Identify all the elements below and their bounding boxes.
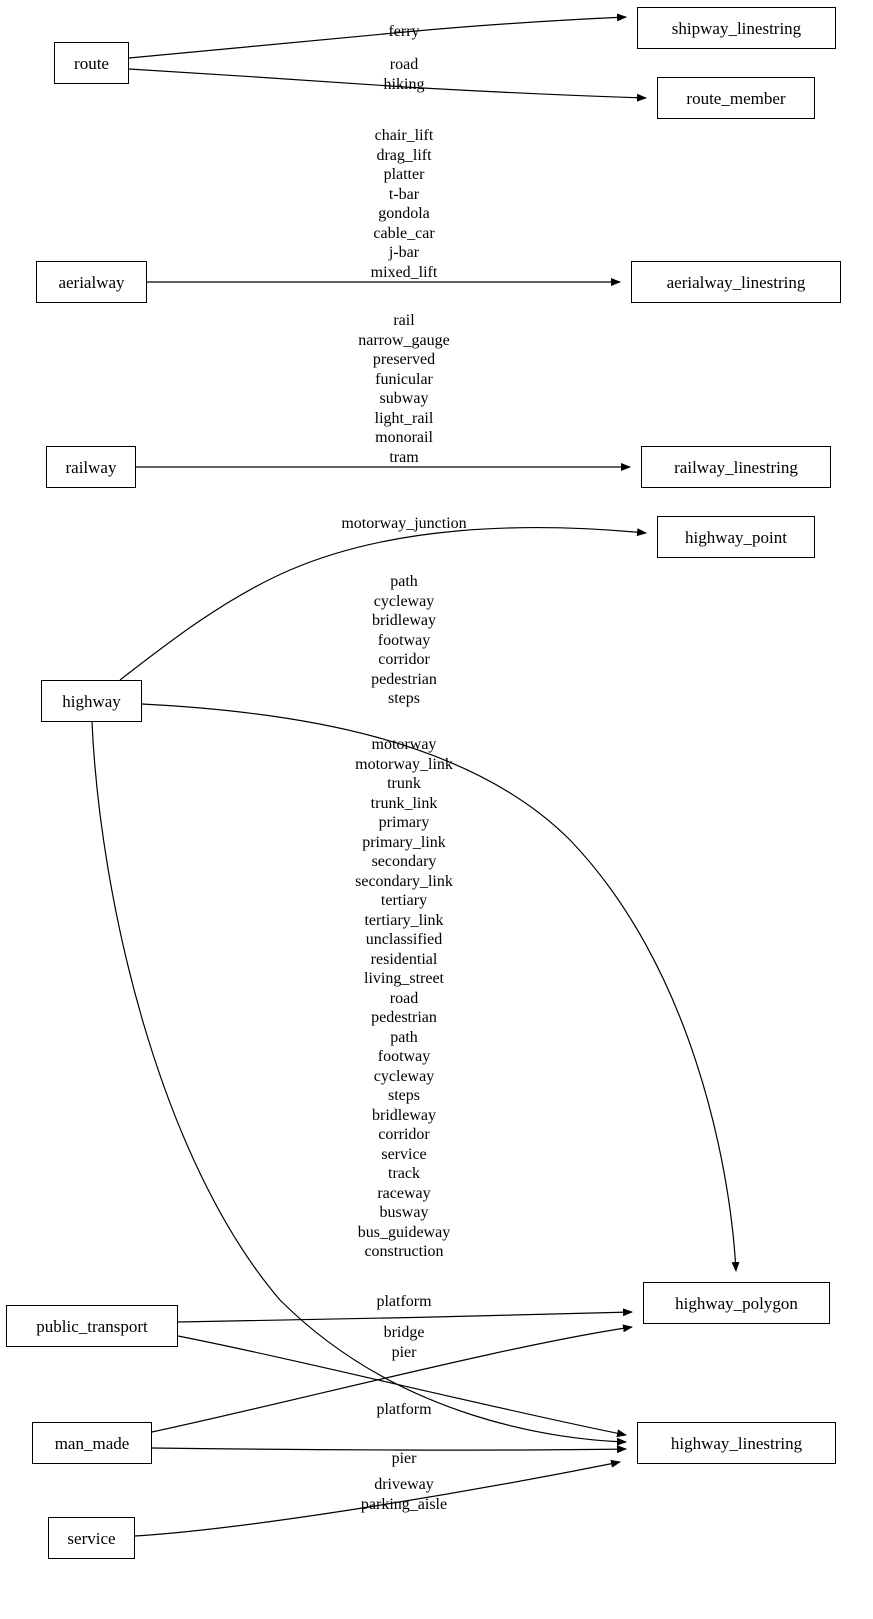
node-label: public_transport xyxy=(36,1316,148,1336)
edge-label-line: rail xyxy=(393,312,415,329)
edge-label-route-to-shipway_linestring xyxy=(388,22,419,42)
edge-label-line: cable_car xyxy=(373,224,435,242)
node-railway[interactable] xyxy=(46,446,136,488)
node-label: aerialway_linestring xyxy=(666,272,806,292)
edge-label-public_transport-to-highway_polygon xyxy=(376,1292,431,1312)
edge-label-line: bridleway xyxy=(372,1106,436,1124)
edge-label-line: monorail xyxy=(375,429,433,446)
node-highway_point[interactable] xyxy=(657,516,815,558)
edge-label-line: motorway_link xyxy=(355,755,453,773)
edge-label-line: pedestrian xyxy=(371,1009,437,1026)
edge-label-public_transport-to-highway_linestring xyxy=(384,1323,425,1362)
edge-label-line: steps xyxy=(388,690,420,707)
edge-label-line: trunk xyxy=(387,775,421,792)
node-route_member[interactable] xyxy=(657,77,815,119)
edge-label-line: gondola xyxy=(378,205,430,222)
node-label: aerialway xyxy=(58,272,125,292)
edge-label-line: busway xyxy=(379,1204,429,1221)
edge-label-line: secondary_link xyxy=(355,872,453,890)
edge-label-line: chair_lift xyxy=(374,127,434,144)
edge-label-line: residential xyxy=(370,950,438,968)
edge-label-man_made-to-highway_polygon xyxy=(376,1400,431,1420)
edge-label-line: cycleway xyxy=(373,1067,435,1085)
edge-label-line: ferry xyxy=(388,23,420,40)
edge-label-line: bridleway xyxy=(372,612,436,629)
node-label: shipway_linestring xyxy=(671,18,802,38)
node-label: route xyxy=(74,53,109,73)
edge-label-railway-to-railway_linestring xyxy=(358,311,450,467)
edge-label-line: preserved xyxy=(372,351,436,368)
edge-label-line: road xyxy=(389,56,419,73)
edge-label-line: living_street xyxy=(364,970,444,987)
edge-label-line: bridge xyxy=(383,1324,425,1341)
edge-label-line: pedestrian xyxy=(371,670,437,688)
edge-label-line: tertiary xyxy=(380,892,428,909)
edge-label-line: cycleway xyxy=(373,592,435,610)
node-man_made[interactable] xyxy=(32,1422,152,1464)
edge-label-route-to-route_member xyxy=(384,55,425,94)
edge-label-line: pier xyxy=(391,1343,417,1361)
edge-label-line: corridor xyxy=(378,651,430,668)
edge-label-line: funicular xyxy=(375,370,433,388)
node-label: route_member xyxy=(686,88,786,108)
edge-label-line: pier xyxy=(391,1450,417,1467)
edge-label-line: primary xyxy=(378,814,430,831)
node-label: railway xyxy=(65,457,117,477)
edge-label-line: bus_guideway xyxy=(357,1223,451,1241)
edge-label-highway-to-highway_point xyxy=(341,514,466,534)
edge-label-line: tram xyxy=(389,448,419,466)
edge-label-line: footway xyxy=(377,631,431,649)
edge-label-line: primary_link xyxy=(362,833,446,851)
edge-label-aerialway-to-aerialway_linestring xyxy=(371,126,438,282)
node-aerialway_linestring[interactable] xyxy=(631,261,841,303)
edge-label-line: unclassified xyxy=(365,931,443,948)
edge-label-line: steps xyxy=(387,1087,420,1104)
node-aerialway[interactable] xyxy=(36,261,147,303)
node-label: service xyxy=(67,1528,116,1548)
node-label: highway_linestring xyxy=(670,1433,803,1453)
edge-label-line: motorway_junction xyxy=(341,515,467,532)
node-highway_polygon[interactable] xyxy=(643,1282,830,1324)
edge-label-line: j-bar xyxy=(388,244,420,261)
node-public_transport[interactable] xyxy=(6,1305,178,1347)
edge-public_transport-to-highway_polygon xyxy=(178,1312,632,1322)
edge-label-line: track xyxy=(388,1165,420,1182)
edge-label-line: service xyxy=(381,1145,427,1163)
edge-label-line: t-bar xyxy=(388,185,420,203)
edge-label-line: tertiary_link xyxy=(364,911,444,929)
edge-label-line: path xyxy=(390,573,418,590)
edge-label-line: platform xyxy=(376,1293,432,1310)
edge-label-line: drag_lift xyxy=(376,146,432,164)
node-route[interactable] xyxy=(54,42,129,84)
edge-label-line: trunk_link xyxy=(370,794,438,812)
edge-label-line: corridor xyxy=(378,1126,430,1143)
edge-label-line: platform xyxy=(376,1401,432,1418)
node-shipway_linestring[interactable] xyxy=(637,7,836,49)
edge-route-to-shipway_linestring xyxy=(129,17,626,58)
edge-label-line: footway xyxy=(377,1048,431,1065)
node-railway_linestring[interactable] xyxy=(641,446,831,488)
edge-label-line: subway xyxy=(379,390,429,407)
edge-label-highway-to-highway_polygon xyxy=(371,572,437,709)
edge-label-line: driveway xyxy=(374,1476,434,1493)
node-highway[interactable] xyxy=(41,680,142,722)
edge-label-line: hiking xyxy=(383,75,425,93)
edge-label-line: motorway xyxy=(371,736,437,753)
edge-label-line: parking_aisle xyxy=(360,1495,448,1513)
edge-label-service-to-highway_linestring xyxy=(361,1475,447,1514)
node-highway_linestring[interactable] xyxy=(637,1422,836,1464)
edge-label-man_made-to-highway_linestring xyxy=(392,1449,417,1469)
node-label: highway_point xyxy=(685,527,787,547)
edge-label-line: road xyxy=(389,989,419,1007)
edge-label-line: path xyxy=(390,1028,418,1046)
edge-label-line: construction xyxy=(364,1243,444,1260)
node-label: man_made xyxy=(54,1433,130,1453)
node-label: railway_linestring xyxy=(674,457,798,477)
edge-label-line: platter xyxy=(383,166,425,183)
edge-label-line: light_rail xyxy=(374,409,434,427)
edge-label-line: raceway xyxy=(377,1184,431,1202)
node-service[interactable] xyxy=(48,1517,135,1559)
edge-label-highway-to-highway_linestring xyxy=(355,735,453,1262)
edge-label-line: narrow_gauge xyxy=(358,331,450,349)
edge-label-line: secondary xyxy=(371,853,437,870)
node-label: highway xyxy=(62,691,121,711)
edge-man_made-to-highway_linestring xyxy=(152,1448,626,1450)
edge-label-line: mixed_lift xyxy=(370,263,438,281)
node-label: highway_polygon xyxy=(675,1293,798,1313)
